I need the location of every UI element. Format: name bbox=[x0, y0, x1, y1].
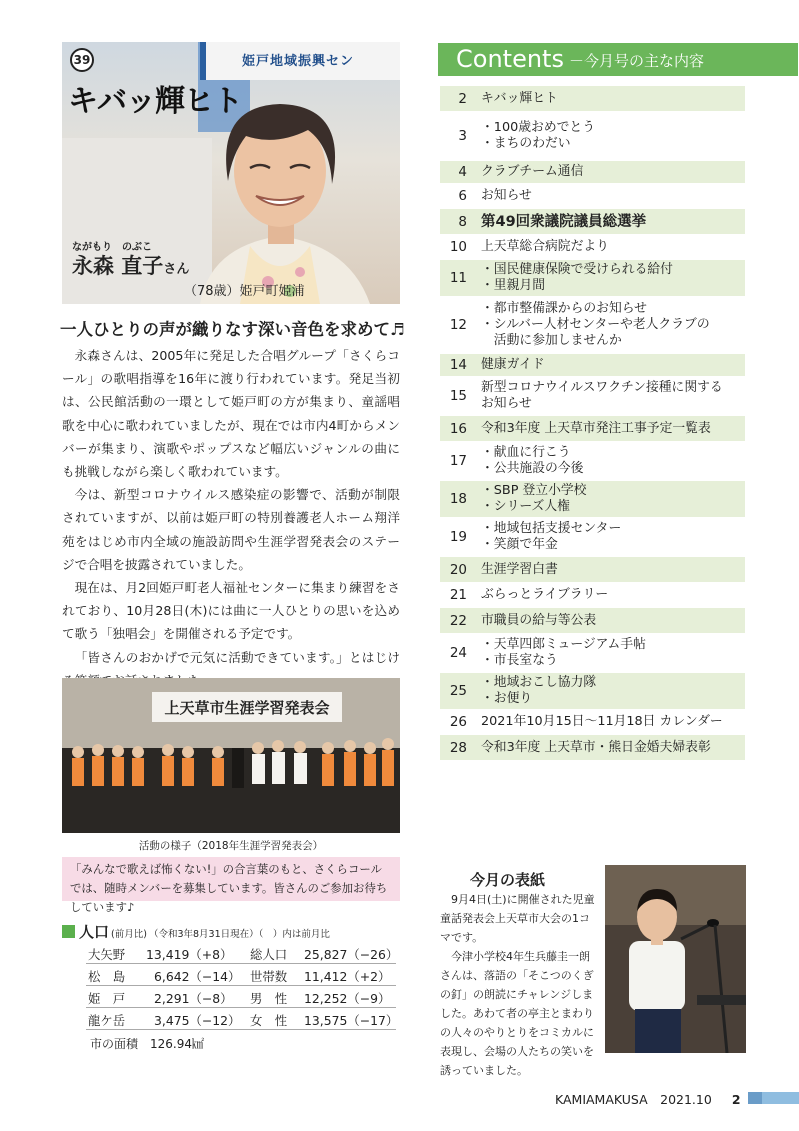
toc-item bbox=[440, 161, 745, 185]
toc-page-number: 14 bbox=[449, 357, 467, 373]
toc-label-line: ・天草四郎ミュージアム手帖 bbox=[481, 637, 646, 652]
feature-headline: 一人ひとりの声が織りなす深い音色を求めて♬ bbox=[60, 320, 405, 339]
toc-item bbox=[440, 86, 745, 113]
green-square-icon bbox=[62, 925, 75, 938]
feature-paragraph: 永森さんは、2005年に発足した合唱グループ「さくらコール」の歌唱指導を16年に渡り行われています。発足当初は、公民館活動の一環として姫戸町の方が集まり、童謡唱歌を中心に歌われていましたが、現在では市内4町からメンバーが集まり、演歌やポップスなど幅広いジャンルの曲にも挑戦しながら楽しく歌われています。 bbox=[62, 348, 400, 480]
district-value: 3,475（−12） bbox=[154, 1013, 241, 1028]
toc-page-number: 16 bbox=[449, 420, 467, 437]
stat-label: 世帯数 bbox=[250, 969, 288, 984]
toc-label bbox=[471, 443, 745, 479]
toc-label-line: ・公共施設の今後 bbox=[481, 461, 584, 476]
cover-paragraph: 今津小学校4年生兵藤圭一朗さんは、落語の「そこつのくぎの釘」の朗読にチャレンジしました。あわて者の亭主とまわりの人々のやりとりをコミカルに表現し、会場の人たちの笑いを誘っていました。 bbox=[440, 950, 594, 1077]
name-text: 永森 直子 bbox=[72, 254, 164, 278]
feature-paragraph: 今は、新型コロナウイルス感染症の影響で、活動が制限されていますが、以前は姫戸町の特別養護老人ホーム翔洋苑をはじめ市内全域の施設訪問や生涯学習発表会のステージで合唱を披露されていました。 bbox=[62, 487, 400, 572]
toc-label-line: ・シルバー人材センターや老人クラブの bbox=[481, 317, 710, 332]
district-label: 松 島 bbox=[88, 969, 126, 984]
stat-value: 13,575（−17） bbox=[304, 1013, 399, 1028]
toc-page-number: 22 bbox=[449, 612, 467, 629]
name-ruby: ながもり のぶこ bbox=[72, 242, 152, 253]
toc-label bbox=[471, 236, 745, 258]
feature-photo bbox=[62, 42, 400, 304]
toc-label-line: ・地域おこし協力隊 bbox=[481, 675, 597, 690]
banner-text: 上天草市生涯学習発表会 bbox=[164, 699, 330, 717]
toc-label bbox=[471, 354, 745, 376]
toc-label-line: キバッ輝ヒト bbox=[481, 90, 558, 106]
toc-label bbox=[471, 635, 745, 671]
population-table bbox=[86, 942, 399, 1030]
toc-label-line: クラブチーム通信 bbox=[481, 164, 584, 179]
cover-description bbox=[440, 890, 598, 1080]
district-label: 大矢野 bbox=[88, 947, 126, 962]
toc-label-line: ・国民健康保険で受けられる給付 bbox=[481, 262, 673, 277]
toc-label-line: ・地域包括支援センター bbox=[481, 521, 622, 536]
cover-title: 今月の表紙 bbox=[470, 871, 546, 889]
population-title: 人口 bbox=[79, 923, 110, 941]
toc-label bbox=[471, 416, 745, 441]
toc-item bbox=[440, 519, 745, 557]
cover-photo bbox=[605, 865, 746, 1053]
series-logo: キバッ輝ヒト bbox=[68, 84, 242, 119]
table-row bbox=[86, 986, 396, 1008]
table-row bbox=[86, 964, 396, 986]
toc-item bbox=[440, 557, 745, 584]
toc-label bbox=[471, 185, 745, 207]
toc-item bbox=[440, 584, 745, 608]
toc-page-number: 6 bbox=[458, 188, 467, 204]
toc-label-line: ・献血に行こう bbox=[481, 445, 571, 460]
district-value: 2,291（−8） bbox=[154, 991, 233, 1006]
footer-bar-accent bbox=[748, 1092, 762, 1104]
population-heading bbox=[62, 921, 330, 942]
toc-label-line: ・まちのわだい bbox=[481, 136, 571, 151]
toc-page-number: 18 bbox=[449, 491, 467, 507]
contents-title-en: Contents bbox=[456, 45, 564, 73]
toc-label-line: ・笑顔で年金 bbox=[481, 537, 558, 552]
stat-label: 女 性 bbox=[250, 1013, 288, 1028]
choir-illustration bbox=[62, 678, 400, 833]
toc-label-line: 新型コロナウイルスワクチン接種に関する bbox=[481, 380, 723, 395]
toc-label bbox=[471, 378, 745, 414]
toc-page-number: 2 bbox=[458, 90, 467, 107]
toc-label-line: ・SBP 登立小学校 bbox=[481, 483, 587, 498]
toc-label-line: ・シリーズ人権 bbox=[481, 499, 570, 514]
toc-label-line: 令和3年度 上天草市発注工事予定一覧表 bbox=[481, 420, 711, 436]
feature-body bbox=[62, 344, 400, 692]
feature-paragraph: 「皆さんのおかげで元気に活動できています。」とはじけ bbox=[74, 649, 400, 665]
toc-label bbox=[471, 209, 745, 234]
table-row bbox=[86, 942, 399, 964]
toc-page-number: 10 bbox=[449, 239, 467, 255]
population-as-of: （令和3年8月31日現在）（ ）内は前月比 bbox=[148, 929, 330, 940]
toc-label-line: お知らせ bbox=[481, 396, 532, 411]
toc-page-number: 26 bbox=[449, 714, 467, 730]
photo-caption: 活動の様子（2018年生涯学習発表会） bbox=[138, 840, 324, 852]
toc-page-number: 4 bbox=[458, 164, 467, 180]
name-suffix: さん bbox=[163, 262, 190, 277]
district-label: 龍ケ岳 bbox=[88, 1013, 126, 1028]
toc-item bbox=[440, 481, 745, 519]
toc-label-line: 第49回衆議院議員総選挙 bbox=[481, 213, 647, 230]
toc-label bbox=[471, 298, 745, 352]
toc-label bbox=[471, 481, 745, 517]
toc-label-line: ・100歳おめでとう bbox=[481, 120, 596, 135]
toc-page-number: 11 bbox=[449, 270, 467, 286]
cover-illustration bbox=[605, 865, 746, 1053]
toc-label-line: 生涯学習白書 bbox=[481, 561, 558, 577]
district-value: 13,419（+8） bbox=[146, 947, 233, 962]
city-area: 市の面積 126.94㎢ bbox=[90, 1037, 204, 1051]
toc-page-number: 17 bbox=[449, 453, 467, 469]
toc-label bbox=[471, 735, 745, 760]
stat-value: 11,412（+2） bbox=[304, 969, 391, 984]
toc-label bbox=[471, 673, 745, 709]
toc-label-line: ・都市整備課からのお知らせ bbox=[481, 301, 647, 316]
toc-page-number: 24 bbox=[449, 645, 467, 661]
toc-item bbox=[440, 608, 745, 635]
district-value: 6,642（−14） bbox=[154, 969, 241, 984]
toc-label bbox=[471, 113, 745, 159]
publication-label: KAMIAMAKUSA 2021.10 bbox=[555, 1092, 712, 1107]
toc-item bbox=[440, 416, 745, 443]
toc-label-line: ぶらっとライブラリー bbox=[481, 587, 609, 602]
toc-label-line: ・市長室なう bbox=[481, 653, 558, 668]
toc-item bbox=[440, 354, 745, 378]
feature-paragraph: 現在は、月2回姫戸町老人福祉センターに集まり練習をされており、10月28日(木)には曲に一人ひとりの思いを込めて歌う「独唱会」を開催される予定です。 bbox=[62, 580, 400, 642]
toc-page-number: 8 bbox=[458, 213, 467, 230]
toc-page-number: 20 bbox=[449, 561, 467, 578]
district-label: 姫 戸 bbox=[88, 991, 126, 1006]
stat-value: 25,827（−26） bbox=[304, 947, 399, 962]
toc-label bbox=[471, 260, 745, 296]
recruit-note: 「みんなで歌えば怖くない!」の合言葉のもと、さくらコールでは、随時メンバーを募集しています。皆さんのご参加お待ちしています♪ bbox=[62, 857, 400, 901]
age-place: （78歳）姫戸町姫浦 bbox=[184, 284, 305, 299]
toc-page-number: 15 bbox=[449, 388, 467, 404]
toc-page-number: 12 bbox=[449, 317, 467, 333]
toc-label bbox=[471, 584, 745, 606]
toc-item bbox=[440, 236, 745, 260]
toc-label bbox=[471, 711, 745, 733]
toc-label-line: 令和3年度 上天草市・熊日金婚夫婦表彰 bbox=[481, 739, 711, 755]
toc-item bbox=[440, 443, 745, 481]
contents-title-jp: －今月号の主な内容 bbox=[569, 52, 705, 70]
stat-label: 総人口 bbox=[250, 947, 288, 962]
toc-item bbox=[440, 113, 745, 161]
toc-label bbox=[471, 519, 745, 555]
stat-label: 男 性 bbox=[250, 991, 288, 1006]
toc-label-line: ・お便り bbox=[481, 691, 533, 706]
toc-item bbox=[440, 260, 745, 298]
toc-label bbox=[471, 161, 745, 183]
toc-item bbox=[440, 711, 745, 735]
toc-label bbox=[471, 557, 745, 582]
stat-value: 12,252（−9） bbox=[304, 991, 391, 1006]
toc-label-line: 健康ガイド bbox=[481, 357, 545, 372]
toc-label-line: 上天草総合病院だより bbox=[481, 239, 609, 254]
toc-label bbox=[471, 86, 745, 111]
population-title-note: (前月比) bbox=[111, 929, 147, 940]
toc-page-number: 28 bbox=[449, 739, 467, 756]
issue-badge: 39 bbox=[70, 48, 94, 72]
person-name bbox=[72, 250, 189, 280]
toc-label-line: 2021年10月15日〜11月18日 カレンダー bbox=[481, 714, 723, 729]
choir-photo bbox=[62, 678, 400, 833]
toc-item bbox=[440, 185, 745, 209]
signage bbox=[200, 42, 400, 80]
toc-page-number: 21 bbox=[449, 587, 467, 603]
page-footer bbox=[555, 1090, 741, 1108]
toc-label bbox=[471, 608, 745, 633]
toc-item bbox=[440, 735, 745, 762]
toc-label-line: 活動に参加しませんか bbox=[481, 333, 622, 348]
toc-item bbox=[440, 635, 745, 673]
toc-page-number: 19 bbox=[449, 529, 467, 545]
signage-text: 姫戸地域振興セン bbox=[242, 54, 355, 69]
table-of-contents bbox=[440, 86, 745, 762]
contents-header bbox=[438, 43, 798, 76]
toc-item bbox=[440, 378, 745, 416]
toc-page-number: 3 bbox=[458, 128, 467, 144]
table-row bbox=[86, 1008, 399, 1030]
toc-item bbox=[440, 209, 745, 236]
toc-label-line: お知らせ bbox=[481, 188, 532, 203]
cover-paragraph: 9月4日(土)に開催された児童童話発表会上天草市大会の1コマです。 bbox=[440, 893, 595, 944]
toc-page-number: 25 bbox=[449, 683, 467, 699]
toc-label-line: ・里親月間 bbox=[481, 278, 545, 293]
toc-item bbox=[440, 298, 745, 354]
toc-label-line: 市職員の給与等公表 bbox=[481, 612, 597, 628]
toc-item bbox=[440, 673, 745, 711]
page-number: 2 bbox=[731, 1092, 741, 1107]
